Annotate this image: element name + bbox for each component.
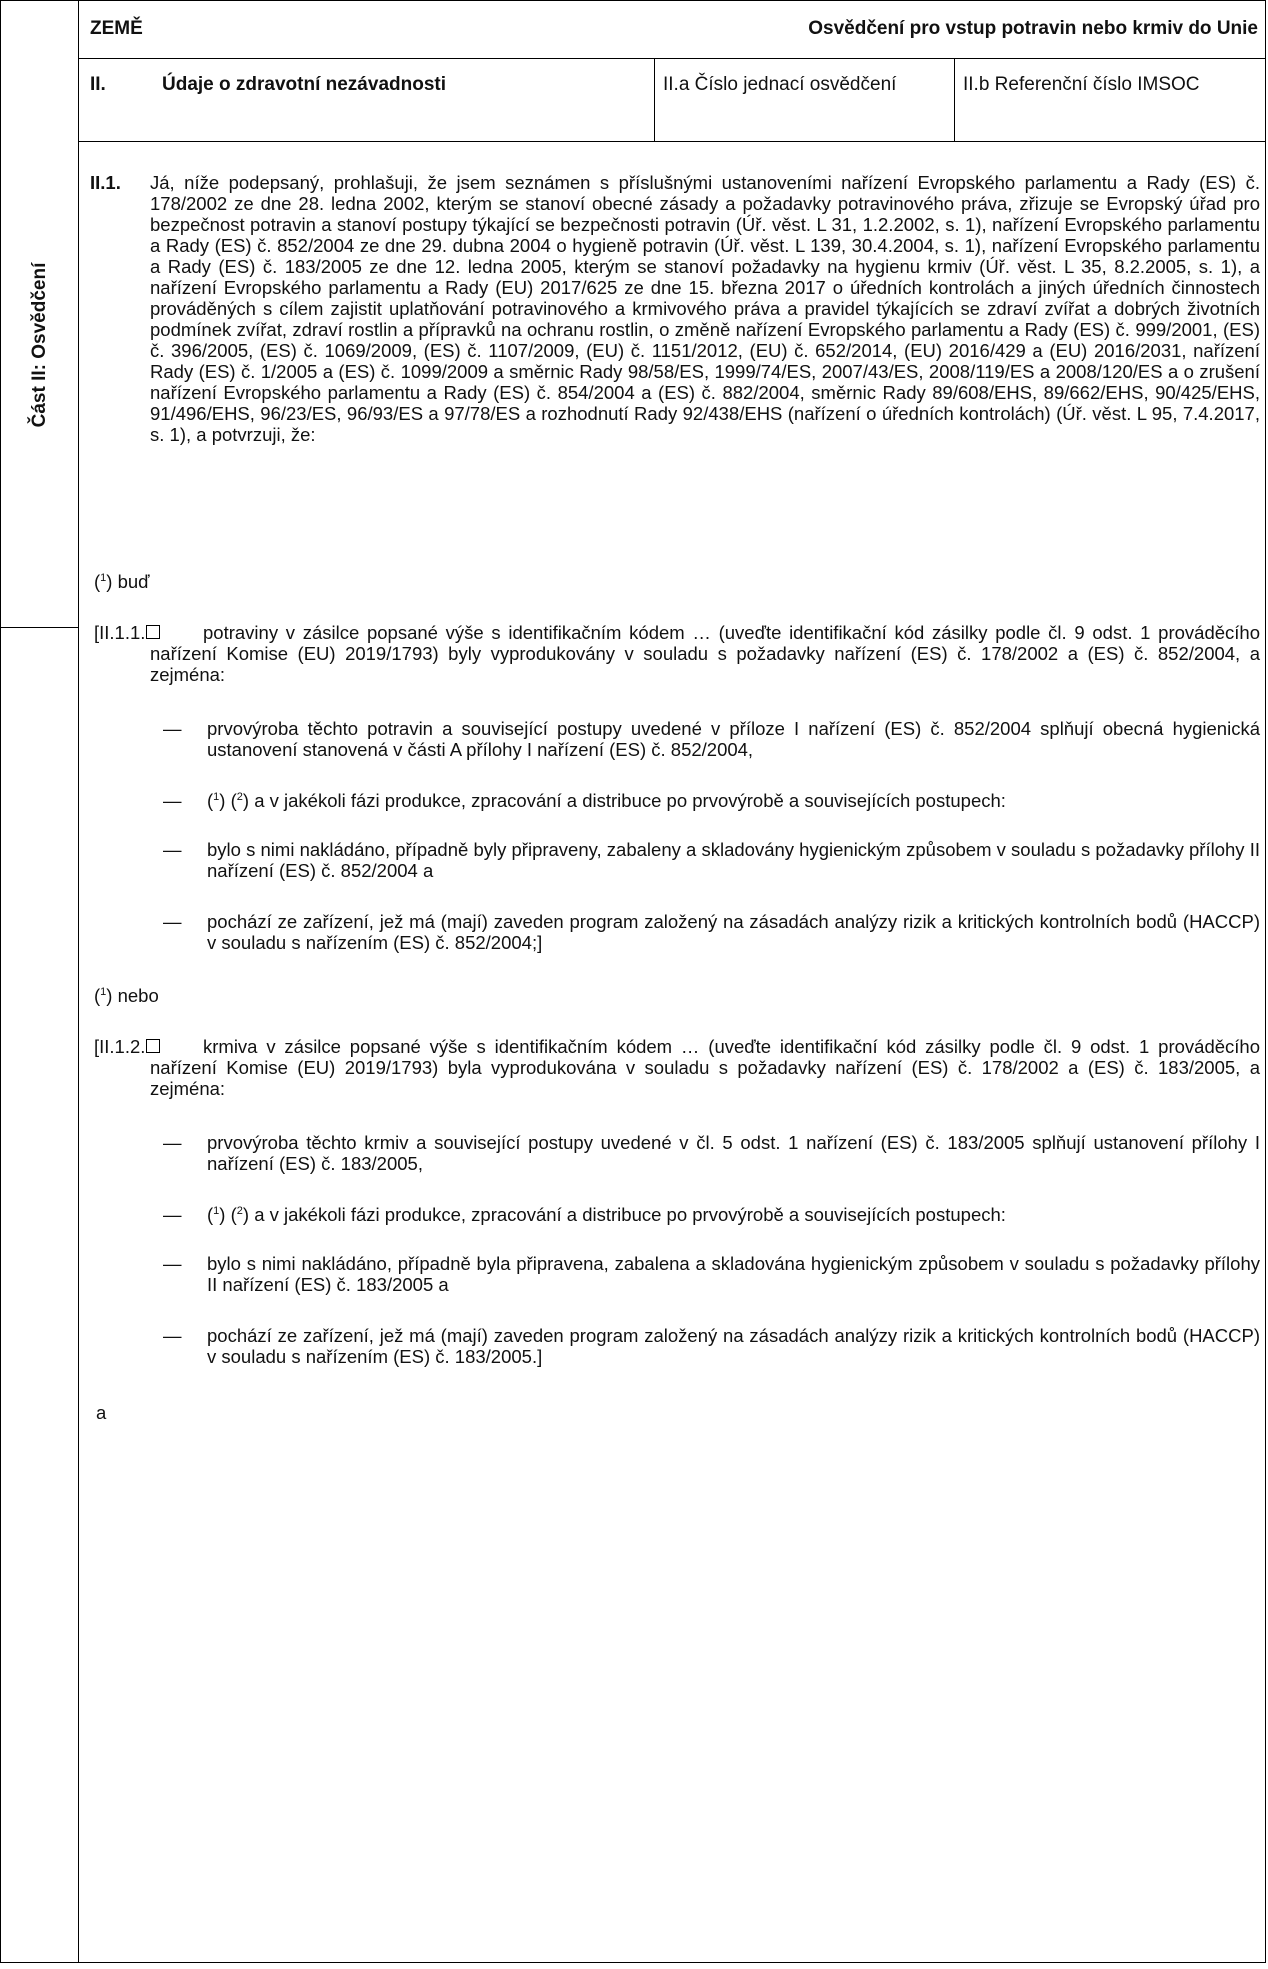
list-item: prvovýroba těchto potravin a související postupy uvedené v příloze I nařízení (ES) č. 852/2004 splňují obecná hygienická ustanovení stanovená v části A přílohy I nařízení (ES) č. 852/2004,: [207, 718, 1260, 760]
checkbox[interactable]: [146, 1039, 160, 1053]
clause-number: [II.1.1.: [94, 622, 146, 643]
dash: —: [163, 839, 182, 860]
dash: —: [163, 911, 182, 932]
clause-number: II.1.: [90, 172, 121, 193]
food-clause: potraviny v zásilce popsané výše s identifikačním kódem … (uveďte identifikační kód zásilky podle čl. 9 odst. 1 prováděcího nařízení Komise (EU) 2019/1793) byly vyprodukovány v souladu s požadavky nařízení (ES) č. 178/2002 a (ES) č. 852/2004, a zejména:: [150, 622, 1260, 685]
dash: —: [163, 1325, 182, 1346]
list-item: bylo s nimi nakládáno, případně byly připraveny, zabaleny a skladovány hygienickým způsobem v souladu s požadavky přílohy II nařízení (ES) č. 852/2004 a: [207, 839, 1260, 881]
section-title: Údaje o zdravotní nezávadnosti: [162, 74, 446, 95]
header-divider: [78, 58, 1266, 59]
list-item: pochází ze zařízení, jež má (mají) zaveden program založený na zásadách analýzy rizik a kritických kontrolních bodů (HACCP) v souladu s nařízením (ES) č. 183/2005.]: [207, 1325, 1260, 1367]
left-border-line: [78, 0, 79, 1963]
clause-number: [II.1.2.: [94, 1036, 146, 1057]
dash: —: [163, 1204, 182, 1225]
cell-divider-b: [954, 58, 955, 141]
dash: —: [163, 1253, 182, 1274]
either-label: ($^1$) buď: [94, 571, 150, 592]
reference-number-cell: II.a Číslo jednací osvědčení: [663, 74, 897, 95]
or-label: ($^1$) nebo: [94, 985, 159, 1006]
and-label: a: [96, 1402, 107, 1423]
feed-clause: krmiva v zásilce popsané výše s identifikačním kódem … (uveďte identifikační kód zásilky podle čl. 9 odst. 1 prováděcího nařízení Komise (EU) 2019/1793) byla vyprodukována v souladu s požadavky nařízení (ES) č. 178/2002 a (ES) č. 183/2005, a zejména:: [150, 1036, 1260, 1099]
list-item: ($^1$) ($^2$) a v jakékoli fázi produkce, zpracování a distribuce po prvovýrobě a souvisejících postupech:: [207, 1204, 1006, 1225]
list-item: ($^1$) ($^2$) a v jakékoli fázi produkce, zpracování a distribuce po prvovýrobě a souvisejících postupech:: [207, 790, 1006, 811]
list-item: bylo s nimi nakládáno, případně byla připravena, zabalena a skladována hygienickým způsobem v souladu s požadavky přílohy II nařízení (ES) č. 183/2005 a: [207, 1253, 1260, 1295]
country-label: ZEMĚ: [90, 18, 143, 39]
dash: —: [163, 718, 182, 739]
cell-divider-a: [654, 58, 655, 141]
dash: —: [163, 1132, 182, 1153]
certificate-title: Osvědčení pro vstup potravin nebo krmiv do Unie: [808, 18, 1258, 39]
side-label: Část II: Osvědčení: [29, 262, 50, 428]
side-label-box: [0, 0, 79, 628]
clause-text: Já, níže podepsaný, prohlašuji, že jsem seznámen s příslušnými ustanoveními nařízení Evropského parlamentu a Rady (ES) č. 178/2002 ze dne 28. ledna 2002, kterým se stanoví obecné zásady a požadavky potravinového práva, zřizuje se Evropský úřad pro bezpečnost potravin a stanoví postupy týkající se bezpečnosti potravin (Úř. věst. L 31, 1.2.2002, s. 1), nařízení Evropského parlamentu a Rady (ES) č. 852/2004 ze dne 29. dubna 2004 o hygieně potravin (Úř. věst. L 139, 30.4.2004, s. 1), nařízení Evropského parlamentu a Rady (ES) č. 183/2005 ze dne 12. ledna 2005, kterým se stanoví požadavky na hygienu krmiv (Úř. věst. L 35, 8.2.2005, s. 1), a nařízení Evropského parlamentu a Rady (EU) 2017/625 ze dne 15. března 2017 o úředních kontrolách a jiných úředních činnostech prováděných s cílem zajistit uplatňování potravinového a krmivového práva a pravidel týkajících se zdraví zvířat a dobrých životních podmínek zvířat, zdraví rostlin a přípravků na ochranu rostlin, o změně nařízení Evropského parlamentu a Rady (ES) č. 999/2001, (ES) č. 396/2005, (ES) č. 1069/2009, (ES) č. 1107/2009, (EU) č. 1151/2012, (EU) č. 652/2014, (EU) 2016/429 a (EU) 2016/2031, nařízení Rady (ES) č. 1/2005 a (ES) č. 1099/2009 a směrnic Rady 98/58/ES, 1999/74/ES, 2007/43/ES, 2008/119/ES a 2008/120/ES a o zrušení nařízení Evropského parlamentu a Rady (ES) č. 854/2004 a (ES) č. 882/2004, směrnic Rady 89/608/EHS, 89/662/EHS, 90/425/EHS, 91/496/EHS, 96/23/ES, 96/93/ES a 97/78/ES a rozhodnutí Rady 92/438/EHS (nařízení o úředních kontrolách) (Úř. věst. L 95, 7.4.2017, s. 1), a potvrzuji, že:: [150, 172, 1260, 445]
checkbox[interactable]: [146, 625, 160, 639]
section-divider: [78, 141, 1266, 142]
imsoc-reference-cell: II.b Referenční číslo IMSOC: [963, 74, 1200, 95]
list-item: pochází ze zařízení, jež má (mají) zaveden program založený na zásadách analýzy rizik a kritických kontrolních bodů (HACCP) v souladu s nařízením (ES) č. 852/2004;]: [207, 911, 1260, 953]
list-item: prvovýroba těchto krmiv a související postupy uvedené v čl. 5 odst. 1 nařízení (ES) č. 183/2005 splňují ustanovení přílohy I nařízení (ES) č. 183/2005,: [207, 1132, 1260, 1174]
section-number: II.: [90, 74, 106, 95]
dash: —: [163, 790, 182, 811]
